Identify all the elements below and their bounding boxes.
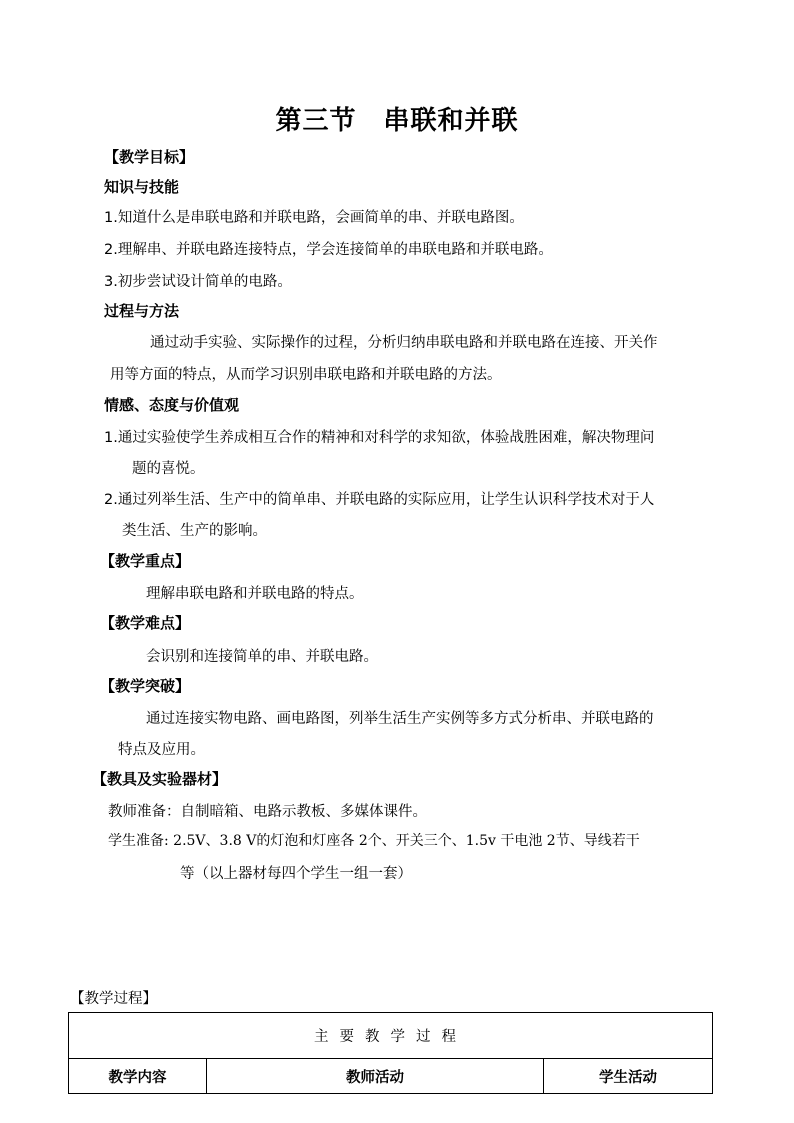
process-line-2: 用等方面的特点，从而学习识别串联电路和并联电路的方法。 bbox=[110, 367, 502, 383]
column-content: 教学内容 bbox=[69, 1059, 207, 1094]
materials-heading: 【教具及实验器材】 bbox=[92, 770, 228, 788]
emotion-item-1-line-1: 1.通过实验使学生养成相互合作的精神和对科学的求知欲，体验战胜困难，解决物理问 bbox=[104, 430, 655, 446]
process-section-heading: 【教学过程】 bbox=[70, 991, 157, 1007]
knowledge-item-3: 3.初步尝试设计简单的电路。 bbox=[104, 274, 292, 290]
knowledge-heading: 知识与技能 bbox=[104, 178, 180, 196]
emotion-heading: 情感、态度与价值观 bbox=[104, 396, 240, 414]
key-points-text: 理解串联电路和并联电路的特点。 bbox=[146, 586, 364, 602]
process-heading: 过程与方法 bbox=[104, 302, 180, 320]
main-process-header: 主要教学过程 bbox=[69, 1013, 713, 1059]
teaching-process-table bbox=[68, 1012, 713, 1094]
column-teacher-activity: 教师活动 bbox=[207, 1059, 544, 1094]
emotion-item-2-line-1: 2.通过列举生活、生产中的简单串、并联电路的实际应用，让学生认识科学技术对于人 bbox=[104, 492, 655, 508]
emotion-item-1-line-2: 题的喜悦。 bbox=[132, 461, 205, 477]
materials-teacher: 教师准备：自制暗箱、电路示教板、多媒体课件。 bbox=[108, 804, 427, 820]
emotion-item-2-line-2: 类生活、生产的影响。 bbox=[122, 523, 267, 539]
difficulties-text: 会识别和连接简单的串、并联电路。 bbox=[146, 649, 378, 665]
page-title: 第三节 串联和并联 bbox=[275, 106, 519, 136]
table-column-row bbox=[69, 1059, 713, 1094]
breakthrough-line-2: 特点及应用。 bbox=[118, 742, 205, 758]
breakthrough-line-1: 通过连接实物电路、画电路图，列举生活生产实例等多方式分析串、并联电路的 bbox=[146, 711, 654, 727]
process-line-1: 通过动手实验、实际操作的过程，分析归纳串联电路和并联电路在连接、开关作 bbox=[150, 335, 658, 351]
objectives-heading: 【教学目标】 bbox=[104, 148, 195, 166]
difficulties-heading: 【教学难点】 bbox=[100, 614, 191, 632]
breakthrough-heading: 【教学突破】 bbox=[100, 677, 191, 695]
key-points-heading: 【教学重点】 bbox=[100, 552, 191, 570]
materials-student-line-1: 学生准备: 2.5V、3.8 V的灯泡和灯座各 2个、开关三个、1.5v 干电池 2节、导线若干 bbox=[108, 833, 640, 849]
knowledge-item-1: 1.知道什么是串联电路和并联电路，会画简单的串、并联电路图。 bbox=[104, 210, 524, 226]
table-header-row bbox=[69, 1013, 713, 1059]
materials-student-line-2: 等（以上器材每四个学生一组一套） bbox=[180, 866, 412, 882]
column-student-activity: 学生活动 bbox=[544, 1059, 713, 1094]
knowledge-item-2: 2.理解串、并联电路连接特点，学会连接简单的串联电路和并联电路。 bbox=[104, 242, 553, 258]
